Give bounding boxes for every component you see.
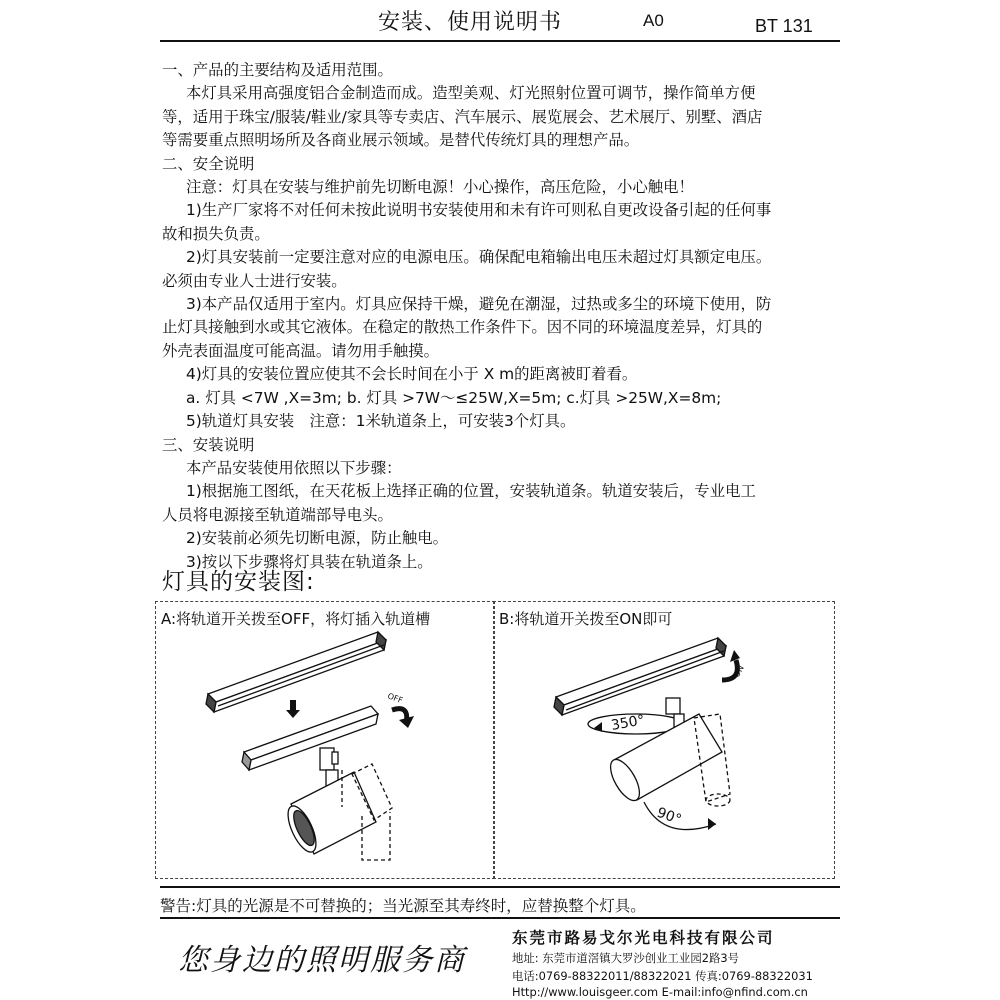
figure-panel-b (493, 601, 835, 879)
section-line: 本产品安装使用依照以下步骤： (186, 458, 402, 477)
section-line: 注意：灯具在安装与维护前先切断电源！小心操作，高压危险，小心触电！ (186, 178, 694, 197)
tilt-label: 90° (654, 804, 684, 829)
section-line: 3)按以下步骤将灯具装在轨道条上。 (186, 552, 433, 571)
section-line: 故和损失负责。 (162, 224, 270, 243)
section-line: 本灯具采用高强度铝合金制造而成。造型美观、灯光照射位置可调节，操作简单方便 (186, 84, 756, 103)
company-web: Http://www.louisgeer.com E-mail:info@nfind.com.cn (512, 985, 808, 999)
section-line: 等，适用于珠宝/服装/鞋业/家具等专卖店、汽车展示、展览展会、艺术展厅、别墅、酒店 (162, 107, 763, 126)
section-line: 必须由专业人士进行安装。 (162, 271, 347, 290)
section-line: 外壳表面温度可能高温。请勿用手触摸。 (162, 341, 440, 360)
rotation-label: 350° (609, 712, 646, 734)
section-heading: 二、安全说明 (162, 154, 255, 173)
section-line: 2)安装前必须先切断电源，防止触电。 (186, 529, 449, 548)
off-switch-icon (392, 709, 414, 728)
company-address: 地址: 东莞市道滘镇大罗沙创业工业园2路3号 (512, 951, 739, 965)
install-diagram-a (156, 602, 494, 878)
warning-text: 警告:灯具的光源是不可替换的；当光源至其寿终时，应替换整个灯具。 (160, 897, 646, 915)
on-label: ON (731, 663, 746, 679)
track-rail-icon (554, 638, 726, 715)
section-line: 3)本产品仅适用于室内。灯具应保持干燥，避免在潮湿，过热或多尘的环境下使用，防 (186, 295, 772, 314)
version-code: A0 (643, 11, 664, 30)
section-line: 人员将电源接至轨道端部导电头。 (162, 505, 393, 524)
section-line: 4)灯具的安装位置应使其不会长时间在小于 X m的距离被盯着看。 (186, 365, 638, 384)
section-line: 等需要重点照明场所及各商业展示领域。是替代传统灯具的理想产品。 (162, 131, 640, 150)
company-phone: 电话:0769-88322011/88322021 传真:0769-88322031 (512, 969, 813, 983)
section-heading: 一、产品的主要结构及适用范围。 (162, 61, 393, 79)
panel-b-caption: B:将轨道开关拨至ON即可 (499, 610, 673, 628)
insert-arrow-icon (286, 700, 300, 718)
instructions-body (162, 59, 838, 574)
section-line: 1)根据施工图纸，在天花板上选择正确的位置，安装轨道条。轨道安装后，专业电工 (186, 482, 756, 501)
panel-a-caption: A:将轨道开关拨至OFF，将灯插入轨道槽 (161, 610, 431, 628)
section-line: 1)生产厂家将不对任何未按此说明书安装使用和未有许可则私自更改设备引起的任何事 (186, 201, 772, 220)
section-heading: 三、安装说明 (162, 435, 255, 454)
page-title: 安装、使用说明书 (377, 10, 562, 35)
off-label: OFF (386, 691, 404, 706)
section-line: 5)轨道灯具安装 注意：1米轨道条上，可安装3个灯具。 (186, 412, 576, 431)
company-name: 东莞市路易戈尔光电科技有限公司 (512, 929, 775, 947)
figure-title: 灯具的安装图: (162, 569, 315, 595)
section-line: 止灯具接触到水或其它液体。在稳定的散热工作条件下。因不同的环境温度差异，灯具的 (162, 318, 763, 337)
warning-rule-top (160, 886, 840, 888)
figure-panel-a (155, 601, 495, 879)
company-slogan: 您身边的照明服务商 (178, 943, 466, 978)
warning-rule-bottom (160, 917, 840, 919)
adapter-plate-icon (242, 706, 378, 770)
section-line: 2)灯具安装前一定要注意对应的电源电压。确保配电箱输出电压未超过灯具额定电压。 (186, 248, 772, 267)
header-rule (160, 40, 840, 42)
install-diagram-b (494, 602, 834, 878)
model-code: BT 131 (755, 16, 813, 36)
section-line: a. 灯具 <7W ,X=3m; b. 灯具 >7W～≤25W,X=5m; c.灯具 >25W,X=8m; (186, 388, 722, 407)
